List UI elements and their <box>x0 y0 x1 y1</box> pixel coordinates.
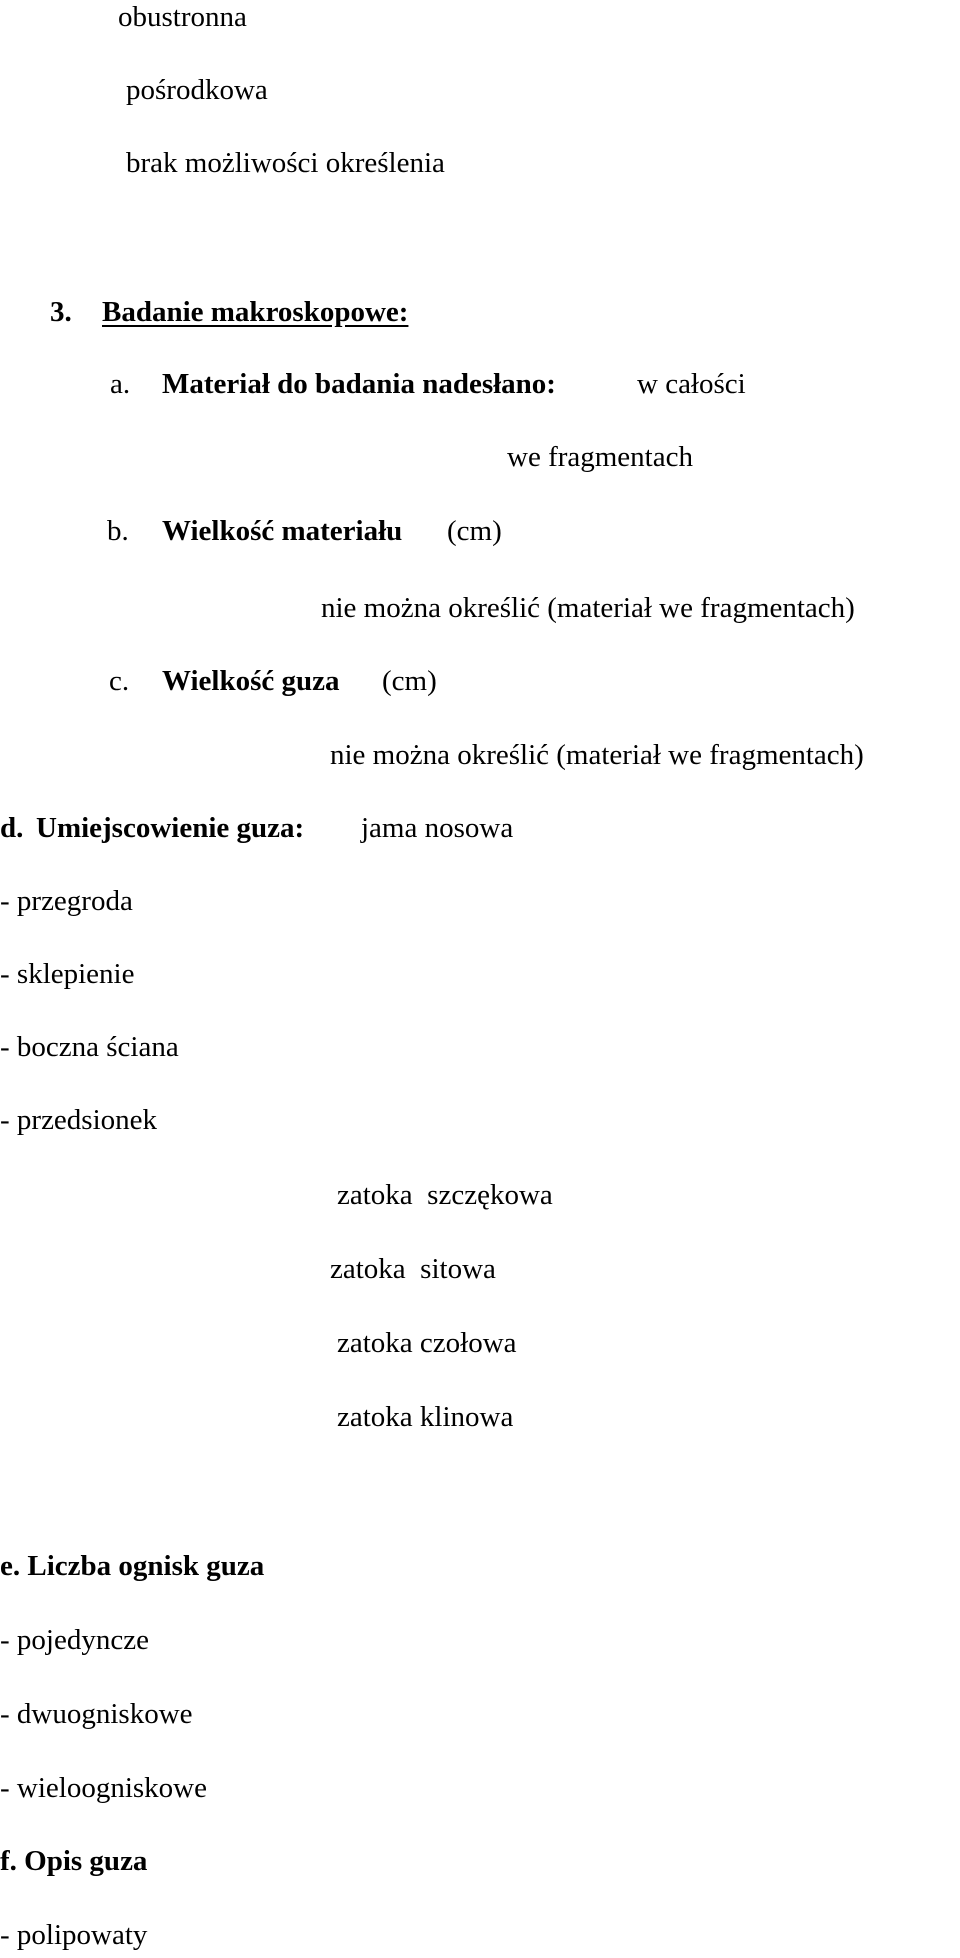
item-b-label: Wielkość materiału <box>162 515 403 547</box>
item-a-marker: a. <box>110 368 131 400</box>
item-b-note: nie można określić (materiał we fragmentach) <box>321 592 855 624</box>
sinus-item: zatoka czołowa <box>337 1327 517 1359</box>
nasal-item: - boczna ściana <box>0 1031 179 1063</box>
item-c-marker: c. <box>109 665 130 697</box>
option-brak-mozliwosci: brak możliwości określenia <box>126 147 445 179</box>
item-c-unit: (cm) <box>382 665 437 697</box>
item-a-label: Materiał do badania nadesłano: <box>162 368 556 400</box>
nasal-item: - sklepienie <box>0 958 135 990</box>
nasal-item: - przedsionek <box>0 1104 158 1136</box>
section-number: 3. <box>50 296 72 328</box>
tumor-foci-item: - wieloogniskowe <box>0 1772 207 1804</box>
item-f-label: f. Opis guza <box>0 1845 148 1877</box>
tumor-foci-item: - dwuogniskowe <box>0 1698 193 1730</box>
tumor-foci-item: - pojedyncze <box>0 1624 149 1656</box>
nasal-item: - przegroda <box>0 885 133 917</box>
tumor-description-item: - polipowaty <box>0 1919 148 1951</box>
item-e-label: e. Liczba ognisk guza <box>0 1550 265 1582</box>
sinus-item: zatoka klinowa <box>337 1401 514 1433</box>
option-obustronna: obustronna <box>118 1 247 33</box>
item-a-value-fragments: we fragmentach <box>507 441 693 473</box>
item-c-note: nie można określić (materiał we fragmentach) <box>330 739 864 771</box>
sinus-item: zatoka szczękowa <box>337 1179 553 1211</box>
option-posrodkowa: pośrodkowa <box>126 74 268 106</box>
item-b-unit: (cm) <box>447 515 502 547</box>
item-c-label: Wielkość guza <box>162 665 340 697</box>
item-d-label: Umiejscowienie guza: <box>36 812 305 844</box>
item-d-value: jama nosowa <box>361 812 514 844</box>
item-d-marker: d. <box>0 812 24 844</box>
item-b-marker: b. <box>107 515 129 547</box>
sinus-item: zatoka sitowa <box>330 1253 496 1285</box>
section-title: Badanie makroskopowe: <box>102 296 409 328</box>
item-a-value-whole: w całości <box>637 368 746 400</box>
